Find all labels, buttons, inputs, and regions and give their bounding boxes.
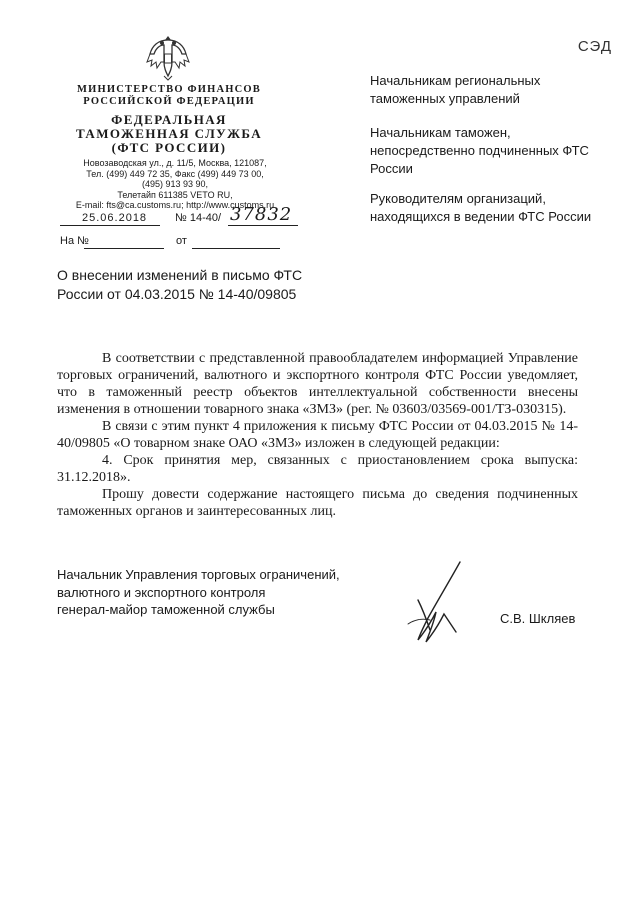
addressee-regional: Начальникам региональных таможенных управлений (370, 73, 541, 106)
service-line: (ФТС РОССИИ) (111, 140, 227, 155)
contact-line: Новозаводская ул., д. 11/5, Москва, 121087, (83, 158, 267, 168)
addressee-organizations: Руководителям организаций, находящихся в ведении ФТС России (370, 191, 592, 224)
registration-date: 25.06.2018 (82, 212, 148, 224)
registration-number-handwritten: 37832 (230, 204, 293, 225)
signer-position-line: генерал-майор таможенной службы (57, 602, 275, 617)
contact-line: Тел. (499) 449 72 35, Факс (499) 449 73 00, (86, 168, 264, 179)
contact-line: (495) 913 93 90, (141, 179, 209, 189)
signer-position (57, 566, 377, 619)
registration-number-prefix: № 14-40/ (175, 212, 222, 224)
reference-line (60, 235, 300, 247)
letter-body (57, 350, 578, 520)
contact-block (60, 158, 290, 211)
signer-name: С.В. Шкляев (500, 611, 576, 626)
letter-subject: О внесении изменений в письмо ФТС России от 04.03.2015 № 14-40/09805 (57, 267, 303, 302)
service-name (64, 113, 274, 155)
body-paragraph: В соответствии с представленной правообладателем информацией Управление торговых ограничений, валютного и экспортного контроля ФТС России уведомляет, что в таможенный реестр объектов интеллектуальной собственности внесены изменения в отношении товарного знака «ЗМЗ» (рег. № 03603/03569-001/ТЗ-030315). (57, 351, 578, 417)
body-paragraph: 4. Срок принятия мер, связанных с приостановлением срока выпуска: 31.12.2018». (57, 453, 578, 485)
handwritten-signature (400, 560, 480, 650)
signer-position-line: валютного и экспортного контроля (57, 584, 266, 600)
document-system-mark: СЭД (577, 38, 612, 55)
ministry-name (64, 84, 274, 108)
addressee-customs: Начальникам таможен, непосредственно подчиненных ФТС России (370, 125, 589, 176)
ministry-line: МИНИСТЕРСТВО ФИНАНСОВ (77, 84, 261, 95)
body-paragraph: Прошу довести содержание настоящего письма до сведения подчиненных таможенных органов и заинтересованных лиц. (57, 487, 578, 519)
contact-line: E-mail: fts@ca.customs.ru; http://www.customs.ru (75, 200, 275, 210)
contact-line: Телетайп 611385 VETO RU, (117, 189, 233, 200)
state-emblem-icon (146, 32, 190, 82)
reference-date-label: от (176, 235, 187, 247)
body-paragraph: В связи с этим пункт 4 приложения к письму ФТС России от 04.03.2015 № 14-40/09805 «О товарном знаке ОАО «ЗМЗ» изложен в следующей редакции: (57, 419, 578, 451)
signer-position-line: Начальник Управления торговых ограничений, (57, 567, 340, 582)
reference-number-label: На № (60, 235, 89, 247)
service-line: ТАМОЖЕННАЯ СЛУЖБА (75, 126, 262, 141)
service-line: ФЕДЕРАЛЬНАЯ (111, 112, 227, 127)
ministry-line: РОССИЙСКОЙ ФЕДЕРАЦИИ (83, 96, 255, 107)
